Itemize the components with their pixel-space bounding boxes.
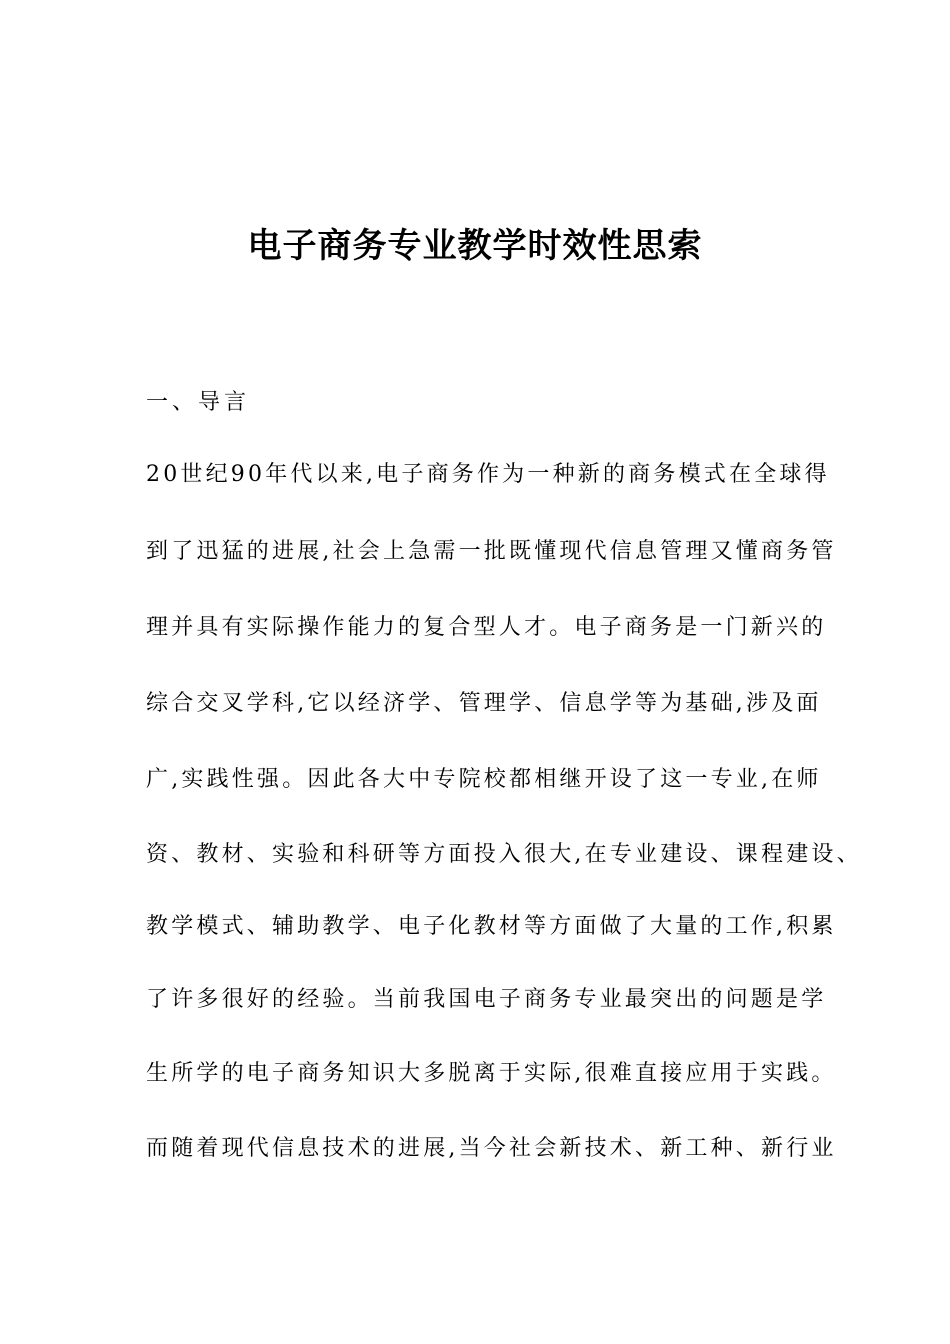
paragraph-line: 了许多很好的经验。当前我国电子商务专业最突出的问题是学 — [146, 987, 827, 1012]
paragraph-line: 到了迅猛的进展,社会上急需一批既懂现代信息管理又懂商务管 — [146, 539, 837, 564]
paragraph-line: 资、教材、实验和科研等方面投入很大,在专业建设、课程建设、 — [146, 842, 862, 867]
paragraph-line: 理并具有实际操作能力的复合型人才。电子商务是一门新兴的 — [146, 615, 827, 640]
paragraph-line: 20世纪90年代以来,电子商务作为一种新的商务模式在全球得 — [146, 462, 830, 487]
document-title: 电子商务专业教学时效性思索 — [247, 226, 703, 266]
paragraph-line: 教学模式、辅助教学、电子化教材等方面做了大量的工作,积累 — [146, 914, 837, 939]
paragraph-line: 而随着现代信息技术的进展,当今社会新技术、新工种、新行业 — [146, 1136, 837, 1161]
paragraph-line: 广,实践性强。因此各大中专院校都相继开设了这一专业,在师 — [146, 767, 822, 792]
paragraph-line: 生所学的电子商务知识大多脱离于实际,很难直接应用于实践。 — [146, 1061, 837, 1086]
section-heading: 一、导言 — [146, 390, 251, 415]
paragraph-line: 综合交叉学科,它以经济学、管理学、信息学等为基础,涉及面 — [146, 691, 822, 716]
